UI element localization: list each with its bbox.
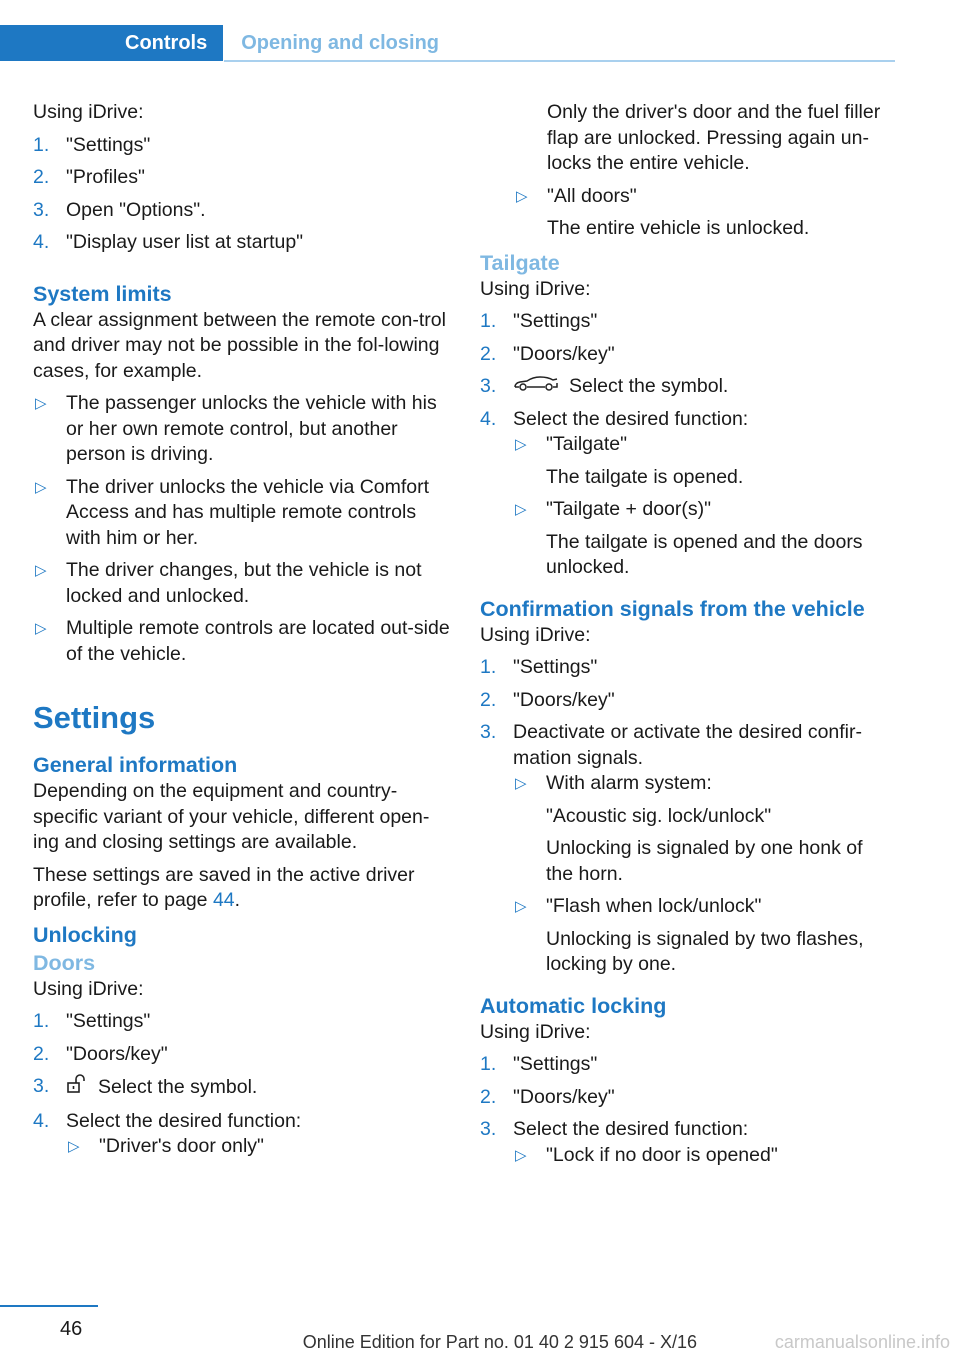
- step-text: "Doors/key": [513, 342, 615, 365]
- continued-option: [480, 100, 895, 177]
- step-number: 2.: [480, 342, 497, 365]
- list-item: [513, 894, 895, 978]
- bullet-icon: ▷: [515, 501, 527, 519]
- step-text: Select the symbol.: [569, 375, 729, 397]
- option-desc: The tailgate is opened.: [546, 465, 744, 488]
- option-text: "Flash when lock/unlock": [546, 895, 762, 918]
- ref-end: .: [234, 889, 241, 911]
- confirmation-steps: [480, 655, 895, 985]
- list-item: [33, 1109, 453, 1167]
- step-text: "Doors/key": [513, 1085, 615, 1108]
- intro-text: Using iDrive:: [33, 101, 144, 123]
- step-number: 1.: [480, 656, 497, 679]
- option-body: [547, 184, 895, 242]
- bullet-icon: ▷: [515, 898, 527, 916]
- confirmation-options: [513, 771, 895, 978]
- bullet-text: The passenger unlocks the vehicle with his or her own remote control, but another person is driving.: [66, 392, 437, 465]
- bullet-icon: ▷: [35, 620, 47, 637]
- step-number: 3.: [480, 721, 497, 744]
- settings-heading: Settings: [33, 700, 156, 735]
- step-number: 2.: [480, 688, 497, 711]
- header-rule: [224, 60, 895, 62]
- step-text: Select the desired function:: [66, 1109, 302, 1132]
- all-doors-list: [480, 184, 895, 242]
- step-body: [513, 374, 895, 400]
- step-text: Select the desired function:: [513, 1118, 749, 1141]
- continued-text: Only the driver's door and the fuel filler flap are unlocked. Pressing again un-locks the entire vehicle.: [547, 101, 881, 174]
- bullet-icon: ▷: [68, 1138, 80, 1155]
- system-limits-list: [33, 391, 453, 667]
- doors-steps: [33, 1009, 453, 1167]
- page-number: 46: [60, 1318, 83, 1340]
- step-text: "Doors/key": [66, 1042, 168, 1065]
- list-item: [33, 198, 453, 224]
- step-body: [513, 407, 895, 588]
- option-text: "Lock if no door is opened": [546, 1143, 778, 1166]
- option-body: [546, 771, 895, 887]
- bullet-text: The driver unlocks the vehicle via Comfort Access and has multiple remote controls with him or her.: [66, 475, 430, 549]
- general-info-heading: General information: [33, 753, 238, 777]
- list-item: [33, 558, 453, 609]
- bullet-icon: ▷: [516, 187, 528, 205]
- list-item: [480, 342, 895, 368]
- tailgate-options: [513, 432, 895, 581]
- step-number: 4.: [33, 1109, 50, 1132]
- step-number: 3.: [480, 1118, 497, 1141]
- option-body: [546, 497, 895, 581]
- step-text: Open "Options".: [66, 198, 206, 221]
- step-text: "Settings": [66, 133, 151, 156]
- bullet-icon: ▷: [515, 436, 527, 454]
- tailgate-heading: Tailgate: [480, 250, 560, 275]
- option-text: "Tailgate": [546, 433, 628, 456]
- list-item: [513, 497, 895, 581]
- list-item: [480, 688, 895, 714]
- list-item: [33, 391, 453, 468]
- edition-text: Online Edition for Part no. 01 40 2 915 604 - X/16: [302, 1332, 697, 1352]
- list-item: [480, 1085, 895, 1111]
- option-desc: Unlocking is signaled by one honk of the horn.: [546, 837, 863, 885]
- option-body: [546, 432, 895, 490]
- step-text: "Settings": [513, 656, 598, 679]
- step-text: "Settings": [66, 1010, 151, 1032]
- page-link[interactable]: 44: [212, 889, 235, 911]
- step-number: 1.: [33, 133, 50, 156]
- step-number: 3.: [33, 1075, 50, 1097]
- automatic-locking-options: [513, 1143, 895, 1169]
- step-body: [513, 1117, 895, 1175]
- confirmation-heading: Confirmation signals from the vehicle: [480, 596, 865, 621]
- step-number: 1.: [33, 1010, 50, 1032]
- list-item: [513, 1143, 895, 1169]
- unlocking-heading: Unlocking: [33, 922, 137, 947]
- step-text: "Doors/key": [513, 688, 615, 711]
- step-body: [66, 1109, 453, 1167]
- step-number: 2.: [480, 1085, 497, 1108]
- bullet-text: The driver changes, but the vehicle is not locked and unlocked.: [66, 559, 422, 607]
- option-text: With alarm system:: [546, 772, 712, 795]
- step-text: "Settings": [513, 310, 598, 332]
- profile-steps: [33, 133, 453, 256]
- left-column: [33, 100, 453, 1174]
- list-item: [514, 184, 895, 242]
- step-body: [66, 1074, 453, 1102]
- step-number: 2.: [33, 166, 50, 188]
- step-number: 2.: [33, 1042, 50, 1065]
- bullet-text: Multiple remote controls are located out-side of the vehicle.: [66, 617, 450, 665]
- right-column: [480, 100, 895, 1182]
- system-limits-text: A clear assignment between the remote con-trol and driver may not be possible in the fol-lowing cases, for example.: [33, 308, 446, 382]
- list-item: [480, 374, 895, 400]
- list-item: [33, 1009, 453, 1035]
- option-desc: Unlocking is signaled by two flashes, locking by one.: [546, 927, 864, 976]
- list-item: [33, 165, 453, 191]
- step-number: 4.: [33, 231, 50, 253]
- automatic-locking-intro: Using iDrive:: [480, 1020, 591, 1043]
- list-item: [480, 655, 895, 681]
- bullet-icon: ▷: [515, 775, 527, 793]
- option-text: "All doors": [547, 184, 637, 207]
- step-text: "Display user list at startup": [66, 231, 304, 253]
- doors-heading: Doors: [33, 950, 96, 975]
- general-info-ref: [33, 863, 453, 914]
- bullet-icon: ▷: [35, 478, 47, 496]
- list-item: [33, 1074, 453, 1102]
- option-desc: The entire vehicle is unlocked.: [547, 217, 810, 239]
- list-item: [480, 1052, 895, 1078]
- automatic-locking-steps: [480, 1052, 895, 1175]
- option-desc: The tailgate is opened and the doors unlocked.: [546, 530, 863, 579]
- tailgate-intro: Using iDrive:: [480, 277, 591, 300]
- list-item: [480, 309, 895, 335]
- doors-options: [66, 1134, 453, 1160]
- step-text: "Settings": [513, 1053, 598, 1076]
- ref-text: These settings are saved in the active driver profile, refer to page: [33, 863, 415, 911]
- list-item: [33, 616, 453, 667]
- unlock-icon: [66, 1074, 88, 1102]
- option-body: [546, 894, 895, 978]
- bullet-icon: ▷: [35, 562, 47, 579]
- page-header: [0, 25, 439, 61]
- header-section-tab[interactable]: Controls: [0, 25, 223, 61]
- list-item: [480, 1117, 895, 1175]
- footer-rule: [0, 1305, 98, 1307]
- option-text: "Driver's door only": [99, 1135, 264, 1157]
- step-text: "Profiles": [66, 166, 145, 188]
- option-name: "Acoustic sig. lock/unlock": [546, 804, 772, 827]
- option-text: "Tailgate + door(s)": [546, 498, 712, 521]
- step-number: 4.: [480, 407, 497, 430]
- list-item: [513, 771, 895, 887]
- list-item: [513, 432, 895, 490]
- list-item: [480, 407, 895, 588]
- tailgate-steps: [480, 309, 895, 588]
- car-tailgate-icon: [513, 374, 559, 400]
- list-item: [480, 720, 895, 985]
- bullet-icon: ▷: [515, 1146, 527, 1164]
- automatic-locking-heading: Automatic locking: [480, 993, 667, 1018]
- step-number: 1.: [480, 1053, 497, 1076]
- bullet-icon: ▷: [35, 395, 47, 412]
- step-number: 1.: [480, 310, 497, 332]
- system-limits-heading: System limits: [33, 281, 172, 306]
- step-text: Deactivate or activate the desired confir-mation signals.: [513, 721, 863, 769]
- confirmation-intro: Using iDrive:: [480, 623, 591, 646]
- doors-intro: Using iDrive:: [33, 977, 144, 1000]
- watermark: carmanualsonline.info: [774, 1332, 950, 1352]
- list-item: [33, 230, 453, 256]
- step-text: Select the symbol.: [98, 1075, 258, 1098]
- step-text: Select the desired function:: [513, 407, 749, 430]
- list-item: [33, 475, 453, 552]
- list-item: [66, 1134, 453, 1160]
- step-number: 3.: [480, 375, 497, 397]
- list-item: [33, 133, 453, 159]
- step-number: 3.: [33, 198, 50, 221]
- list-item: [33, 1042, 453, 1068]
- step-body: [513, 720, 895, 985]
- general-info-text: Depending on the equipment and country-specific variant of your vehicle, different open-ing and closing settings are available.: [33, 780, 430, 853]
- header-chapter-tab[interactable]: Opening and closing: [241, 32, 440, 54]
